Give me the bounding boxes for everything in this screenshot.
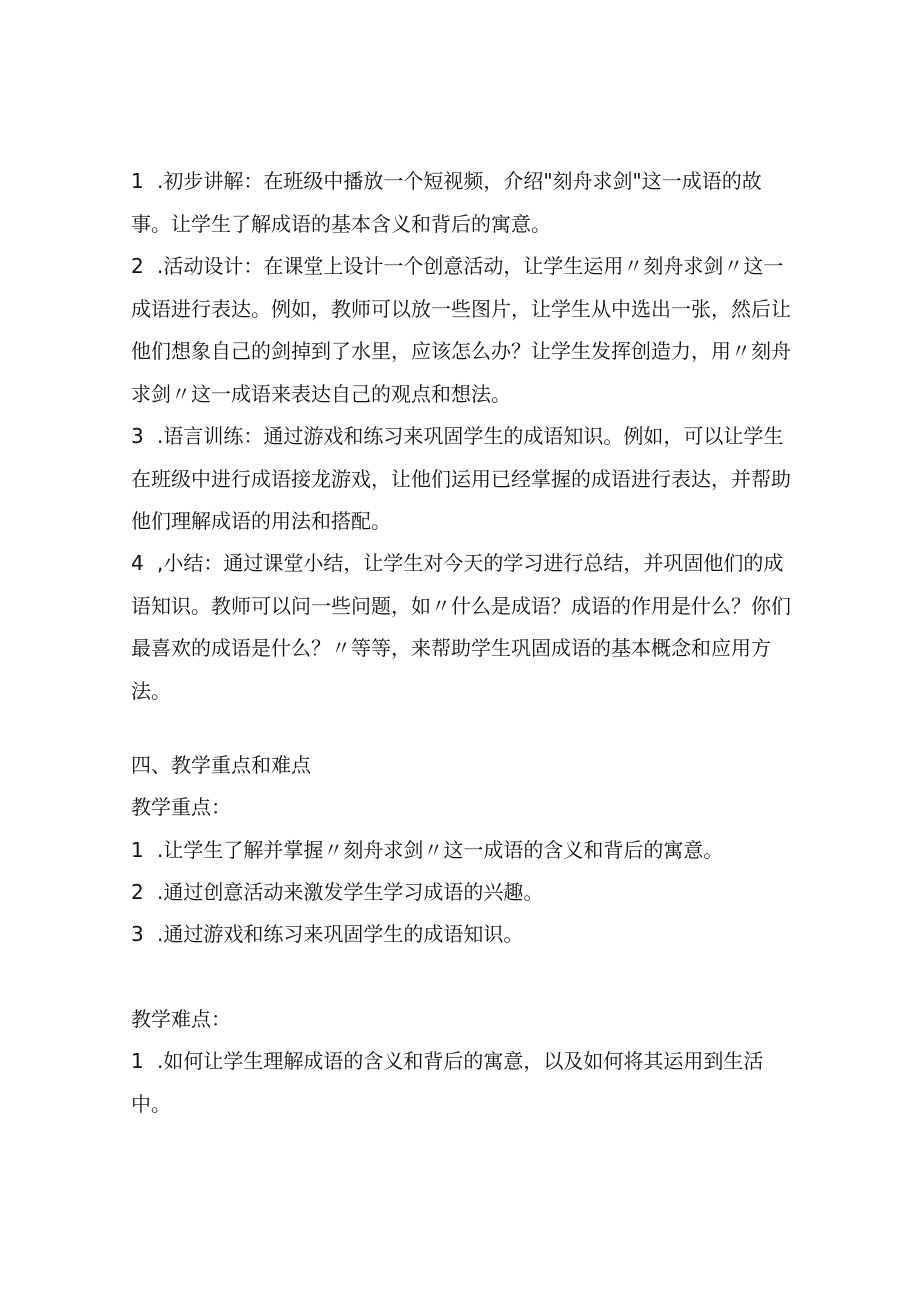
item-number: 3: [131, 424, 144, 448]
item-text: .初步讲解：在班级中播放一个短视频，介绍"刻舟求剑"这一成语的故事。让学生了解成语的基本含义和背后的寓意。: [131, 169, 762, 236]
item-number: 4: [131, 551, 144, 575]
key-point-1: [131, 829, 799, 872]
procedure-item-1: [131, 160, 799, 245]
difficulties-label: 教学难点：: [131, 1007, 231, 1031]
item-text: .活动设计：在课堂上设计一个创意活动，让学生运用〃刻舟求剑〃这一成语进行表达。例如，教师可以放一些图片，让学生从中选出一张，然后让他们想象自己的剑掉到了水里，应该怎么办？让学生发挥创造力，用〃刻舟求剑〃这一成语来表达自己的观点和想法。: [131, 254, 791, 406]
section-heading: 四、教学重点和难点: [131, 753, 311, 777]
item-text: .让学生了解并掌握〃刻舟求剑〃这一成语的含义和背后的寓意。: [157, 838, 724, 862]
item-number: 2: [131, 880, 144, 904]
key-point-2: [131, 871, 799, 914]
item-text: .如何让学生理解成语的含义和背后的寓意，以及如何将其运用到生活中。: [131, 1049, 764, 1116]
key-point-3: [131, 913, 799, 956]
difficulty-1: [131, 1040, 799, 1125]
procedure-item-3: [131, 415, 799, 543]
item-text: .通过游戏和练习来巩固学生的成语知识。: [157, 922, 524, 946]
procedure-item-4: [131, 542, 799, 712]
item-number: 3: [131, 922, 144, 946]
item-text: .通过创意活动来激发学生学习成语的兴趣。: [157, 880, 544, 904]
procedure-item-2: [131, 245, 799, 415]
item-text: ,小结：通过课堂小结，让学生对今天的学习进行总结，并巩固他们的成语知识。教师可以问一些问题，如〃什么是成语？成语的作用是什么？你们最喜欢的成语是什么？〃等等，来帮助学生巩固成语的基本概念和应用方法。: [131, 551, 791, 703]
item-number: 1: [131, 1049, 144, 1073]
item-text: .语言训练：通过游戏和练习来巩固学生的成语知识。例如，可以让学生在班级中进行成语接龙游戏，让他们运用已经掌握的成语进行表达，并帮助他们理解成语的用法和搭配。: [131, 424, 791, 533]
item-number: 2: [131, 254, 144, 278]
item-number: 1: [131, 169, 144, 193]
key-points-label: 教学重点：: [131, 795, 231, 819]
item-number: 1: [131, 838, 144, 862]
